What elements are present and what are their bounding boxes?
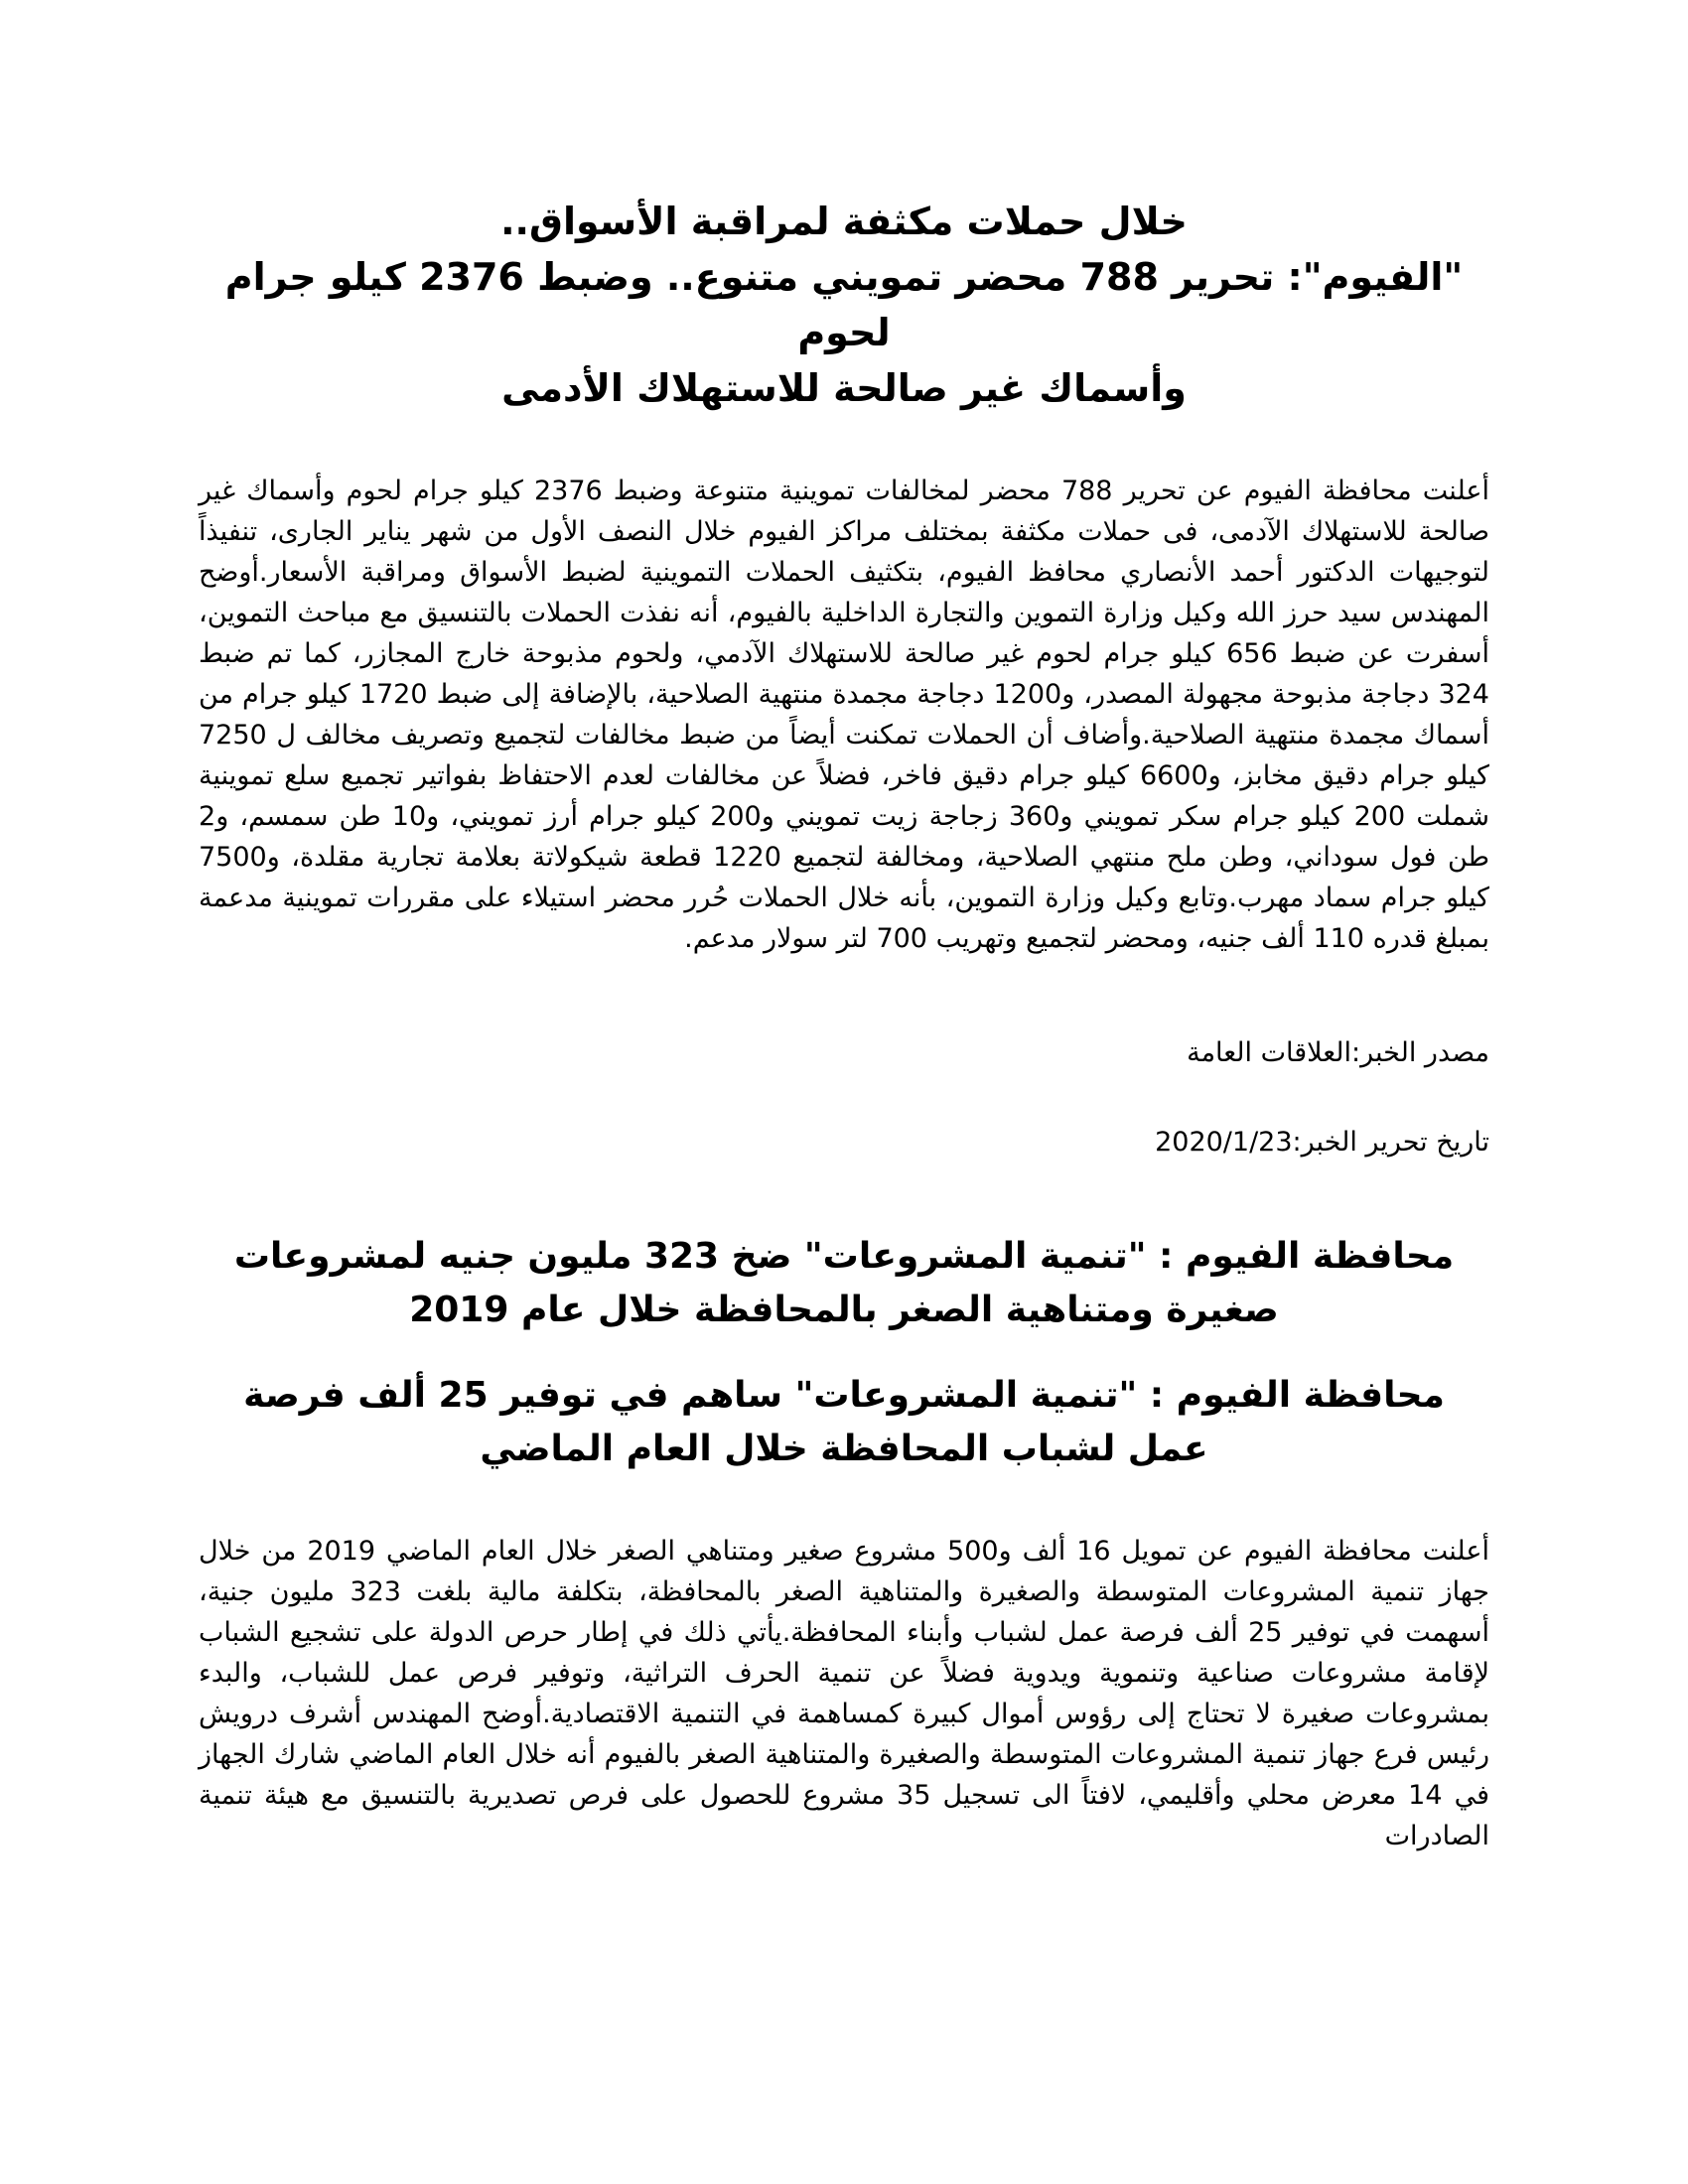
article-1-body: أعلنت محافظة الفيوم عن تحرير 788 محضر لمخالفات تموينية متنوعة وضبط 2376 كيلو جرام لحوم وأسماك غير صالحة للاستهلاك الآدمى، فى حملات مكثفة بمختلف مراكز الفيوم خلال النصف الأول من شهر يناير الجارى، تنفيذاً لتوجيهات الدكتور أحمد الأنصاري محافظ الفيوم، بتكثيف الحملات التموينية لضبط الأسواق ومراقبة الأسعار.أوضح المهندس سيد حرز الله وكيل وزارة التموين والتجارة الداخلية بالفيوم، أنه نفذت الحملات بالتنسيق مع مباحث التموين، أسفرت عن ضبط 656 كيلو جرام لحوم غير صالحة للاستهلاك الآدمي، ولحوم مذبوحة خارج المجازر، كما تم ضبط 324 دجاجة مذبوحة مجهولة المصدر، و1200 دجاجة مجمدة منتهية الصلاحية، بالإضافة إلى ضبط 1720 كيلو جرام من أسماك مجمدة منتهية الصلاحية.وأضاف أن الحملات تمكنت أيضاً من ضبط مخالفات لتجميع وتصريف مخالف ل 7250 كيلو جرام دقيق مخابز، و6600 كيلو جرام دقيق فاخر، فضلاً عن مخالفات لعدم الاحتفاظ بفواتير تجميع سلع تموينية شملت 200 كيلو جرام سكر تمويني و360 زجاجة زيت تمويني و200 كيلو جرام أرز تمويني، و10 طن سمسم، و2 طن فول سوداني، وطن ملح منتهي الصلاحية، ومخالفة لتجميع 1220 قطعة شيكولاتة بعلامة تجارية مقلدة، و7500 كيلو جرام سماد مهرب.وتابع وكيل وزارة التموين، بأنه خلال الحملات حُرر محضر استيلاء على مقررات تموينية مدعمة بمبلغ قدره 110 ألف جنيه، ومحضر لتجميع وتهريب 700 لتر سولار مدعم. [199, 476, 1490, 954]
article-2-body: أعلنت محافظة الفيوم عن تمويل 16 ألف و500 مشروع صغير ومتناهي الصغر خلال العام الماضي 2019 من خلال جهاز تنمية المشروعات المتوسطة والصغيرة والمتناهية الصغر بالمحافظة، بتكلفة مالية بلغت 323 مليون جنية، أسهمت في توفير 25 ألف فرصة عمل لشباب وأبناء المحافظة.يأتي ذلك في إطار حرص الدولة على تشجيع الشباب لإقامة مشروعات صناعية وتنموية ويدوية فضلاً عن تنمية الحرف التراثية، وتوفير فرص عمل للشباب، والبدء بمشروعات صغيرة لا تحتاج إلى رؤوس أموال كبيرة كمساهمة في التنمية الاقتصادية.أوضح المهندس أشرف درويش رئيس فرع جهاز تنمية المشروعات المتوسطة والصغيرة والمتناهية الصغر بالفيوم أنه خلال العام الماضي شارك الجهاز في 14 معرض محلي وأقليمي، لافتاً الى تسجيل 35 مشروع للحصول على فرص تصديرية بالتنسيق مع هيئة تنمية الصادرات [199, 1536, 1489, 1851]
article-2-headline: محافظة الفيوم : "تنمية المشروعات" ضخ 323 مليون جنيه لمشروعات صغيرة ومتناهية الصغر بالمحافظة خلال عام 2019 [233, 1236, 1455, 1330]
news-date-line: تاريخ تحرير الخبر:2020/1/23 [1155, 1127, 1489, 1158]
article-1-headline-line-1: خلال حملات مكثفة لمراقبة الأسواق.. [500, 200, 1188, 243]
article-1-headline-line-3: وأسماك غير صالحة للاستهلاك الأدمى [501, 366, 1187, 410]
article-2-subheadline: محافظة الفيوم : "تنمية المشروعات" ساهم في توفير 25 ألف فرصة عمل لشباب المحافظة خلال العام الماضي [243, 1375, 1445, 1469]
news-source-line: مصدر الخبر:العلاقات العامة [1187, 1037, 1489, 1068]
article-1-headline [199, 194, 1489, 416]
article-1-headline-line-2: "الفيوم": تحرير 788 محضر تمويني متنوع.. وضبط 2376 كيلو جرام لحوم [224, 255, 1464, 354]
document-page [199, 194, 1489, 1856]
